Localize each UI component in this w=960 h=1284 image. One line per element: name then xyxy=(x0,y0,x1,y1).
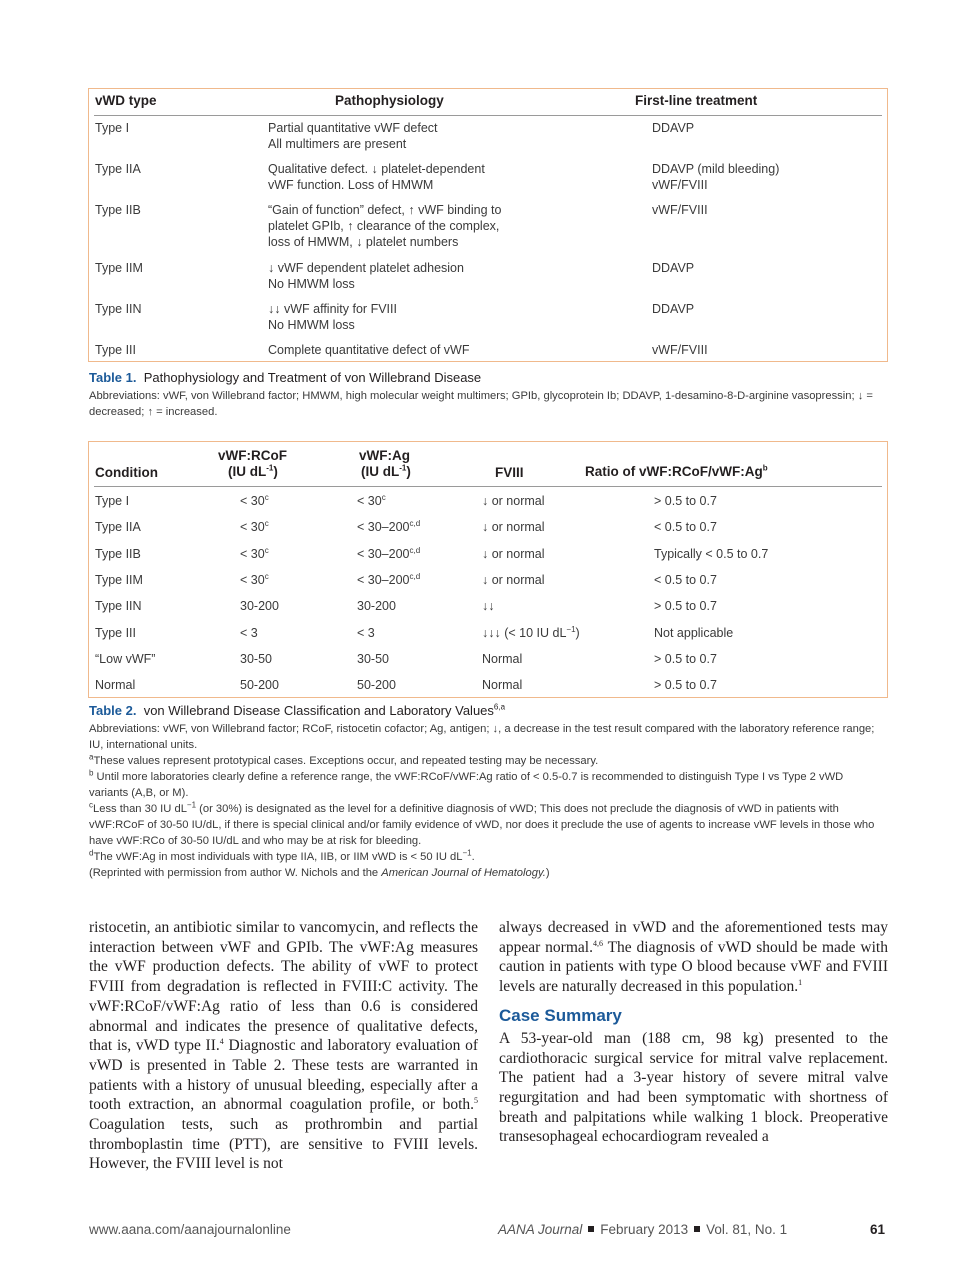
table-row-ratio: > 0.5 to 0.7 xyxy=(654,599,717,614)
table-row-patho: No HMWM loss xyxy=(268,318,355,332)
col-header-ratio: Ratio of vWF:RCoF/vWF:Ag$^b$ xyxy=(585,463,768,479)
table-row-ratio: < 0.5 to 0.7 xyxy=(654,520,717,535)
table-row-ag: < $30^c$ xyxy=(357,492,386,508)
table-row-rcof: < 3 xyxy=(240,625,258,640)
table-row-rcof: < $30^c$ xyxy=(240,571,269,587)
footer-volume: Vol. 81, No. 1 xyxy=(706,1222,788,1237)
body-column-left xyxy=(89,918,478,1174)
table-row-rcof: < $30^c$ xyxy=(240,545,269,561)
table-row-patho: ↓↓ vWF affinity for FVIII xyxy=(268,302,397,316)
table-row-patho: ↓ vWF dependent platelet adhesion xyxy=(268,261,464,275)
table-row-fviii: ↓↓ xyxy=(482,599,495,614)
col-header-vwd-type: vWD type xyxy=(95,93,157,108)
table-row-treatment: DDAVP xyxy=(652,261,695,275)
table-row-rcof: 50-200 xyxy=(240,678,279,693)
table-row-patho: platelet GPIb, ↑ clearance of the complex, xyxy=(268,219,500,233)
table-1 xyxy=(88,88,888,362)
table-2-title-refs: 6,a xyxy=(493,702,506,712)
table-row-rcof: < $30^c$ xyxy=(240,519,269,535)
col-header-fviii: FVIII xyxy=(495,465,524,480)
table-row-treatment: DDAVP xyxy=(652,302,695,316)
body-paragraph: always decreased in vWD and the aforementioned tests may appear normal.$^{4,6}$ The diagnosis of vWD should be made with caution in patients with type O blood because vWF and FVIII levels are naturally decreased in this population.$^1$ xyxy=(499,919,888,996)
table-row-treatment: DDAVP (mild bleeding) xyxy=(652,162,780,176)
table-2-note-b: $^b$ Until more laboratories clearly define a reference range, the vWF:RCoF/vWF:Ag ratio of < 0.5-0.7 is recommended to distinguish Type I vs Type 2 vWD variants (A,B, or M). xyxy=(89,768,844,799)
table-2-label: Table 2. xyxy=(89,703,137,718)
table-2-header-rule xyxy=(94,486,882,487)
table-row-patho: Complete quantitative defect of vWF xyxy=(268,343,470,357)
table-row-type: Type I xyxy=(95,121,130,135)
table-2-note-c: $^c$Less than 30 IU $dL^{-1}$ (or 30%) is designated as the level for a definitive diagnosis of vWD; This does not preclude the diagnosis of vWD in patients with vWF:RCoF of 30-50 IU/dL, if there is special clinical and/or family evidence of vWD, nor does it preclude the use of agents to increase vWF levels in those who have vWF:RCo of 30-50 IU/dL and who may be at risk for bleeding. xyxy=(89,800,875,847)
table-row-ag: < 3 xyxy=(357,625,375,640)
table-row-ag: < $30-200^{c,d}$ xyxy=(357,571,421,587)
footer-citation xyxy=(498,1222,787,1237)
table-row-fviii: ↓↓↓ (< 10 IU $dL^{-1}$) xyxy=(482,624,580,640)
body-paragraph: A 53-year-old man (188 cm, 98 kg) presented to the cardiothoracic surgical service for mitral valve replacement. The patient had a 3-year history of severe mitral valve regurgitation and had been symptomatic with shortness of breath and palpitations while walking 1 block. Preoperative transesophageal echocardiogram revealed a xyxy=(499,1029,888,1146)
table-1-header-rule xyxy=(94,115,882,116)
table-row-patho: loss of HMWM, ↓ platelet numbers xyxy=(268,235,459,249)
table-row-condition: Type III xyxy=(95,625,136,640)
table-1-label: Table 1. xyxy=(89,370,137,385)
table-row-condition: Type IIN xyxy=(95,599,142,614)
table-row-ratio: Not applicable xyxy=(654,625,734,640)
table-row-rcof: 30-50 xyxy=(240,651,272,666)
table-row-patho: “Gain of function” defect, ↑ vWF binding to xyxy=(268,203,502,217)
table-1-caption xyxy=(89,370,879,420)
table-1-title: Pathophysiology and Treatment of von Willebrand Disease xyxy=(143,370,482,385)
footer-url: www.aana.com/aanajournalonline xyxy=(89,1222,291,1237)
table-row-treatment: vWF/FVIII xyxy=(652,343,708,357)
table-row-condition: “Low vWF” xyxy=(95,651,156,666)
table-row-fviii: Normal xyxy=(482,678,523,693)
table-row-patho: Partial quantitative vWF defect xyxy=(268,121,438,135)
col-header-pathophysiology: Pathophysiology xyxy=(335,93,444,108)
table-2-abbreviations: Abbreviations: vWF, von Willebrand factor; RCoF, ristocetin cofactor; Ag, antigen; ↓, a decrease in the test result compared with the laboratory reference range; IU, international units. xyxy=(89,723,875,751)
body-paragraph: ristocetin, an antibiotic similar to vancomycin, and reflects the interaction between vWF and GPIb. The vWF:Ag measures the vWF production defects. The ability of vWF to protect FVIII from degradation is reflected in FVIII:C activity. The vWF:RCoF/vWF:Ag ratio of less than 0.6 is considered abnormal and indicates the presence of qualitative defects, that is, vWD type II.$^4$ Diagnostic and laboratory evaluation of vWD is presented in Table 2. These tests are warranted in patients with a history of unusual bleeding, especially after a tooth extraction, an abnormal coagulation profile, or both.$^5$ Coagulation tests, such as prothrombin and partial thromboplastin time (PTT), are sensitive to FVIII levels. However, the FVIII level is not xyxy=(89,919,478,1173)
table-row-type: Type III xyxy=(95,343,136,357)
table-row-condition: Type IIA xyxy=(95,520,141,535)
table-row-fviii: ↓ or normal xyxy=(482,546,545,561)
table-row-fviii: ↓ or normal xyxy=(482,520,545,535)
table-2-title: von Willebrand Disease Classification and Laboratory Values xyxy=(143,703,494,718)
footer-journal: AANA Journal xyxy=(498,1222,583,1237)
separator-square-icon xyxy=(588,1226,594,1232)
table-row-treatment: vWF/FVIII xyxy=(652,203,708,217)
table-row-patho: All multimers are present xyxy=(268,137,407,151)
table-row-ratio: > 0.5 to 0.7 xyxy=(654,678,717,693)
table-row-type: Type IIA xyxy=(95,162,141,176)
table-row-condition: Type I xyxy=(95,494,130,508)
table-row-ratio: > 0.5 to 0.7 xyxy=(654,494,717,508)
table-2-caption-title xyxy=(89,703,879,718)
separator-square-icon xyxy=(694,1226,700,1232)
table-2 xyxy=(88,441,888,698)
page-number: 61 xyxy=(870,1222,886,1237)
table-row-ag: 30-50 xyxy=(357,651,389,666)
table-row-fviii: Normal xyxy=(482,651,523,666)
table-row-condition: Type IIB xyxy=(95,546,141,561)
table-row-fviii: ↓ or normal xyxy=(482,572,545,587)
table-row-type: Type IIB xyxy=(95,203,141,217)
table-row-patho: No HMWM loss xyxy=(268,277,355,291)
table-row-ag: 30-200 xyxy=(357,599,396,614)
table-row-type: Type IIM xyxy=(95,261,143,275)
table-row-treatment: DDAVP xyxy=(652,121,695,135)
table-row-ratio: > 0.5 to 0.7 xyxy=(654,651,717,666)
col-header-rcof-name: vWF:RCoF xyxy=(218,448,287,463)
table-row-patho: vWF function. Loss of HMWM xyxy=(268,178,434,192)
col-header-ag-name: vWF:Ag xyxy=(359,448,410,463)
table-2-note-a: $^a$These values represent prototypical cases. Exceptions occur, and repeated testing may be necessary. xyxy=(89,752,599,767)
table-row-ag: 50-200 xyxy=(357,678,396,693)
table-1-caption-title xyxy=(89,370,879,385)
table-row-rcof: < $30^c$ xyxy=(240,492,269,508)
table-2-reprint-note: (Reprinted with permission from author W. Nichols and the American Journal of Hematology.) xyxy=(89,867,550,879)
footer-date: February 2013 xyxy=(600,1222,689,1237)
table-row-fviii: ↓ or normal xyxy=(482,494,545,508)
table-row-patho: Qualitative defect. ↓ platelet-dependent xyxy=(268,162,485,176)
col-header-rcof-unit: (IU $dL^{-1}$) xyxy=(228,463,278,479)
table-row-ag: < $30-200^{c,d}$ xyxy=(357,519,421,535)
table-row-type: Type IIN xyxy=(95,302,142,316)
body-column-right xyxy=(499,918,888,1147)
table-row-ratio: < 0.5 to 0.7 xyxy=(654,572,717,587)
table-1-abbreviations: Abbreviations: vWF, von Willebrand factor; HMWM, high molecular weight multimers; GPIb, glycoprotein Ib; DDAVP, 1-desamino-8-D-arginine vasopressin; ↓ = decreased; ↑ = increased. xyxy=(89,390,873,418)
col-header-condition: Condition xyxy=(95,465,158,480)
table-row-condition: Normal xyxy=(95,678,136,693)
table-row-ratio: Typically < 0.5 to 0.7 xyxy=(654,546,769,561)
table-row-treatment: vWF/FVIII xyxy=(652,178,708,192)
col-header-first-line-treatment: First-line treatment xyxy=(635,93,758,108)
section-heading: Case Summary xyxy=(499,1005,622,1025)
table-row-ag: < $30-200^{c,d}$ xyxy=(357,545,421,561)
table-2-note-d: $^d$The vWF:Ag in most individuals with type IIA, IIB, or IIM vWD is < 50 IU $dL^{-1}$. xyxy=(89,848,475,863)
table-row-rcof: 30-200 xyxy=(240,599,279,614)
table-2-caption xyxy=(89,703,879,881)
col-header-ag-unit: (IU $dL^{-1}$) xyxy=(361,463,411,479)
table-row-condition: Type IIM xyxy=(95,572,143,587)
